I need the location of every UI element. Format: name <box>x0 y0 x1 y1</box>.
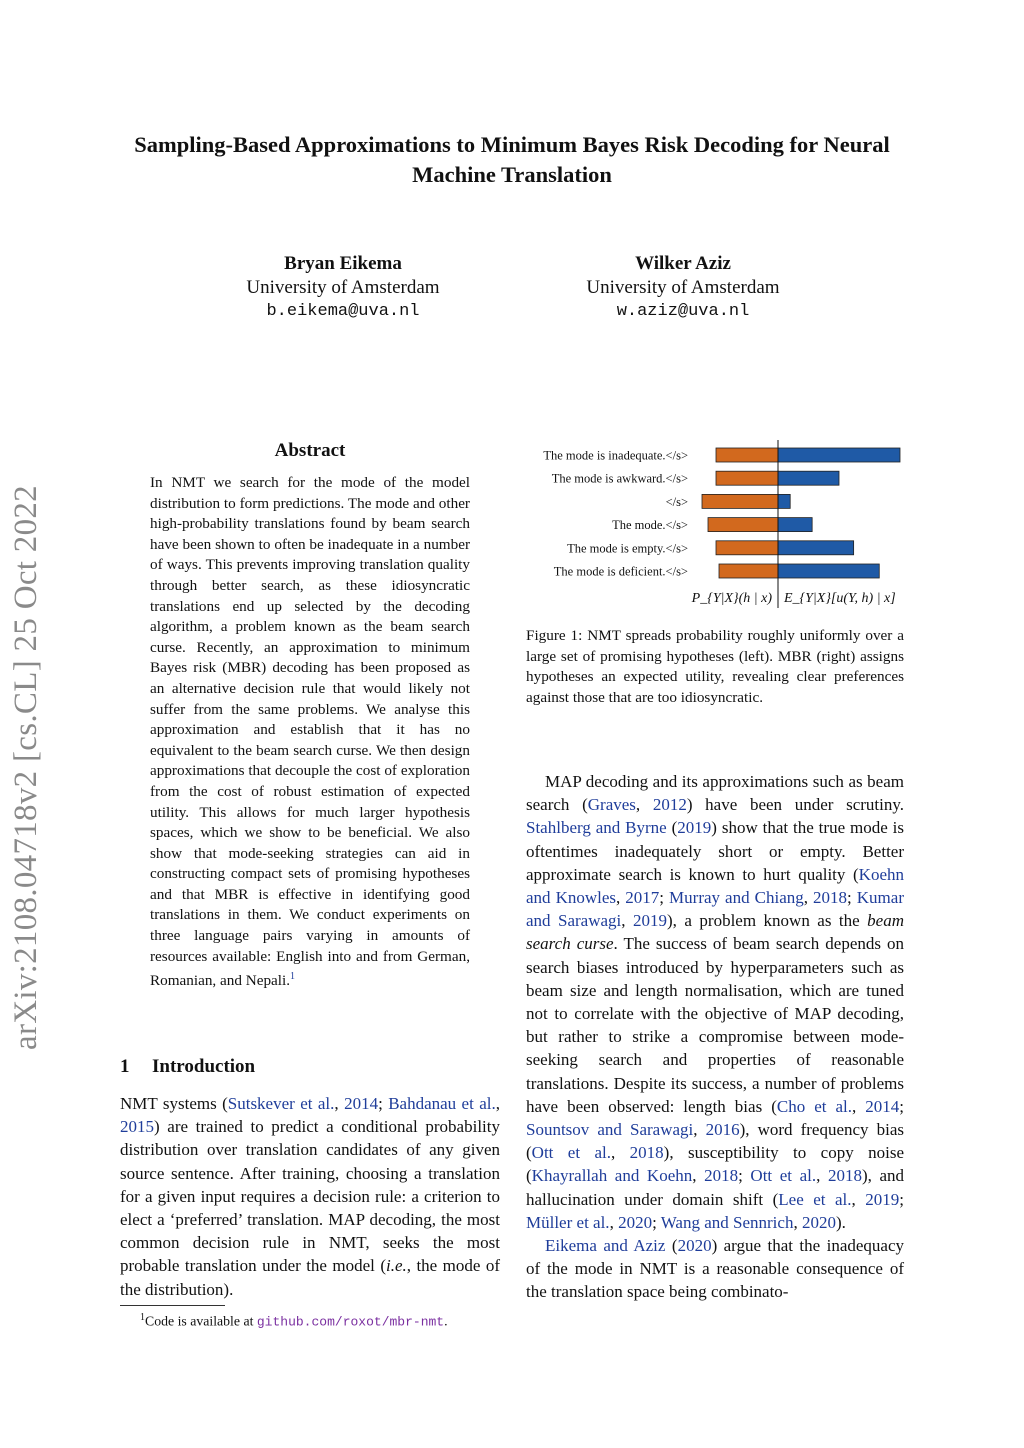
bar-left <box>716 448 778 462</box>
bar-left <box>719 564 778 578</box>
citation-link[interactable]: 2012 <box>652 795 687 815</box>
category-label: </s> <box>665 494 688 509</box>
citation-link[interactable]: Lee et al. <box>778 1189 852 1209</box>
abstract-text: In NMT we search for the mode of the model distribution to form predictions. The mode and other high-probability translations found by beam search have been shown to often be inadequate in a number of ways. This prevents improving translation quality through better search, as these idiosyncratic translations end up selected by the decoding algorithm, a problem known as the beam search curse. Recently, an approximation to minimum Bayes risk (MBR) decoding has been proposed as an alternative decision rule that would likely not suffer from the same problems. We analyse this approximation and establish that it has no equivalent to the beam search curse. We then design approximations that decouple the cost of exploration from the cost of robust estimation of expected utility. This allows for much larger hypothesis spaces, which we show to be beneficial. We also show that mode-seeking strategies can aid in constructing compact sets of promising hypotheses and that MBR is effective in identifying good translations in them. We conduct experiments on three language pairs varying in amounts of resources available: English into and from German, Romanian, and Nepali. <box>150 474 470 990</box>
text-run: , <box>334 1094 345 1113</box>
text-run: ; <box>738 1166 751 1186</box>
author-name: Wilker Aziz <box>635 253 731 274</box>
text-run: , <box>851 1189 866 1209</box>
citation-link[interactable]: Ott et al. <box>750 1166 817 1186</box>
citation-link[interactable]: Kumar and Sarawagi <box>526 888 904 931</box>
author-affiliation: University of Amsterdam <box>246 277 440 298</box>
paragraph <box>526 770 904 1234</box>
text-run: beam search curse <box>526 911 904 954</box>
citation-link[interactable]: 2015 <box>120 1117 154 1137</box>
abstract-heading: Abstract <box>274 440 346 461</box>
text-run: , <box>635 795 653 815</box>
footnote-ref: 1 <box>290 971 296 983</box>
abstract-body <box>150 473 470 992</box>
citation-link[interactable]: 2014 <box>865 1096 900 1116</box>
text-run: ), a problem known as the <box>667 911 868 931</box>
citation-link[interactable]: Koehn and Knowles <box>526 864 904 908</box>
text-run: NMT systems ( <box>120 1094 228 1113</box>
citation-link[interactable]: 2018 <box>827 1166 862 1186</box>
bar-left <box>716 471 778 485</box>
text-run: MAP decoding and its approximations such as beam search ( <box>526 772 904 815</box>
text-run: ; <box>659 888 670 908</box>
right-column <box>526 770 904 1304</box>
footnote-mark: 1 <box>140 1312 145 1323</box>
bar-right <box>778 448 900 462</box>
bar-left <box>702 494 778 508</box>
footnote-text: . <box>444 1313 448 1329</box>
text-run: ; <box>899 1096 905 1116</box>
text-run: ), and hallucination under domain shift ( <box>526 1166 905 1209</box>
text-run: , <box>816 1166 828 1186</box>
text-run: , <box>621 911 634 931</box>
citation-link[interactable]: 2019 <box>677 818 712 838</box>
category-label: The mode is inadequate.</s> <box>543 448 688 463</box>
paragraph <box>526 1234 904 1304</box>
citation-link[interactable]: Murray and Chiang <box>669 888 804 908</box>
text-run: i.e. <box>385 1256 407 1276</box>
text-run: ( <box>666 818 678 838</box>
citation-link[interactable]: Ott et al. <box>531 1143 611 1163</box>
footnote-divider <box>120 1305 225 1306</box>
citation-link[interactable]: 2014 <box>344 1094 379 1113</box>
category-label: The mode.</s> <box>612 518 688 533</box>
citation-link[interactable]: 2020 <box>677 1236 712 1256</box>
author-block-1 <box>193 252 493 324</box>
text-run: ; <box>847 888 857 908</box>
citation-link[interactable]: 2020 <box>618 1212 653 1232</box>
footnote-text: Code is available at <box>145 1313 257 1329</box>
bar-right <box>778 541 854 555</box>
text-run: , <box>693 1120 706 1140</box>
text-run: , <box>793 1212 802 1232</box>
author-block-2 <box>533 252 833 324</box>
footnote-link[interactable]: github.com/roxot/mbr-nmt <box>256 1314 445 1330</box>
category-label: The mode is awkward.</s> <box>551 471 688 486</box>
author-affiliation: University of Amsterdam <box>586 277 780 298</box>
bar-right <box>778 471 839 485</box>
section-title: Introduction <box>152 1056 256 1077</box>
citation-link[interactable]: Sutskever et al. <box>227 1094 335 1113</box>
bar-right <box>778 564 879 578</box>
citation-link[interactable]: 2019 <box>633 911 668 931</box>
citation-link[interactable]: Wang and Sennrich <box>660 1212 794 1232</box>
text-run: . The success of beam search depends on search biases introduced by hyperparameters such as beam size and length normalisation, which are tuned not to correlate with the objective of MAP decoding, but rather to strike a compromise between mode-seeking search and properties of reasonable translations. Despite its success, a number of problems have been observed: length bias ( <box>526 934 905 1116</box>
introduction-paragraph <box>120 1092 500 1301</box>
text-run: , <box>692 1166 705 1186</box>
section-heading-introduction <box>120 1056 255 1078</box>
citation-link[interactable]: 2018 <box>704 1166 739 1186</box>
citation-link[interactable]: 2016 <box>705 1120 740 1140</box>
figure-1-chart <box>520 440 910 610</box>
axis-label-left: P_{Y|X}(h | x) <box>691 591 772 606</box>
text-run: , <box>803 888 814 908</box>
author-name: Bryan Eikema <box>284 253 402 274</box>
citation-link[interactable]: Müller et al. <box>526 1212 610 1232</box>
footnote <box>140 1312 448 1330</box>
text-run: ). <box>835 1212 846 1232</box>
text-run: ) show that the true mode is oftentimes inadequately short or empty. Better approximate search is known to hurt quality ( <box>526 818 905 884</box>
author-email: w.aziz@uva.nl <box>616 302 750 321</box>
text-run: , the mode of the distribution). <box>120 1256 500 1299</box>
text-run: ( <box>665 1236 678 1256</box>
text-run: ), word frequency bias ( <box>526 1120 904 1163</box>
text-run: , <box>611 1143 630 1163</box>
text-run: , <box>616 888 626 908</box>
author-email: b.eikema@uva.nl <box>266 302 420 321</box>
citation-link[interactable]: 2017 <box>625 888 660 908</box>
text-run: , <box>852 1096 866 1116</box>
axis-label-right: E_{Y|X}[u(Y, h) | x] <box>784 591 896 606</box>
text-run: , <box>609 1212 619 1232</box>
citation-link[interactable]: Eikema and Aziz <box>545 1236 666 1256</box>
category-label: The mode is deficient.</s> <box>553 564 688 579</box>
section-number: 1 <box>120 1056 130 1077</box>
category-label: The mode is empty.</s> <box>567 541 688 556</box>
text-run: ) argue that the inadequacy of the mode in NMT is a reasonable consequence of the translation space being combinato- <box>526 1236 905 1302</box>
text-run: ) have been under scrutiny. <box>686 795 905 815</box>
citation-link[interactable]: 2018 <box>813 888 848 908</box>
text-run: , <box>495 1094 500 1113</box>
figure-caption: Figure 1: NMT spreads probability roughly uniformly over a large set of promising hypotheses (left). MBR (right) assigns hypotheses an expected utility, revealing clear preferences against those that are too idiosyncratic. <box>526 627 904 706</box>
citation-link[interactable]: Sountsov and Sarawagi <box>526 1120 694 1140</box>
bar-right <box>778 494 790 508</box>
citation-link[interactable]: 2019 <box>865 1189 900 1209</box>
citation-link[interactable]: Graves <box>587 795 636 815</box>
bar-right <box>778 518 812 532</box>
citation-link[interactable]: 2018 <box>629 1143 664 1163</box>
citation-link[interactable]: 2020 <box>801 1212 836 1232</box>
citation-link[interactable]: Stahlberg and Byrne <box>526 818 667 838</box>
text-run: ) are trained to predict a conditional probability distribution over translation candidates of any given source sentence. After training, choosing a translation for a given input requires a decision rule: a criterion to elect a ‘preferred’ translation. MAP decoding, the most common decision rule in NMT, seeks the most probable translation under the model ( <box>120 1117 500 1276</box>
text-run: ; <box>899 1189 905 1209</box>
paper-title: Sampling-Based Approximations to Minimum Bayes Risk Decoding for Neural Machine Translation <box>134 132 890 187</box>
bar-left <box>708 518 778 532</box>
bar-left <box>716 541 778 555</box>
text-run: ), susceptibility to copy noise ( <box>526 1143 904 1186</box>
text-run: ; <box>652 1212 661 1232</box>
citation-link[interactable]: Khayrallah and Koehn <box>531 1166 693 1186</box>
arxiv-stamp: arXiv:2108.04718v2 [cs.CL] 25 Oct 2022 <box>8 485 44 1050</box>
text-run: ; <box>378 1094 389 1113</box>
citation-link[interactable]: Bahdanau et al. <box>388 1094 496 1113</box>
citation-link[interactable]: Cho et al. <box>776 1096 853 1116</box>
